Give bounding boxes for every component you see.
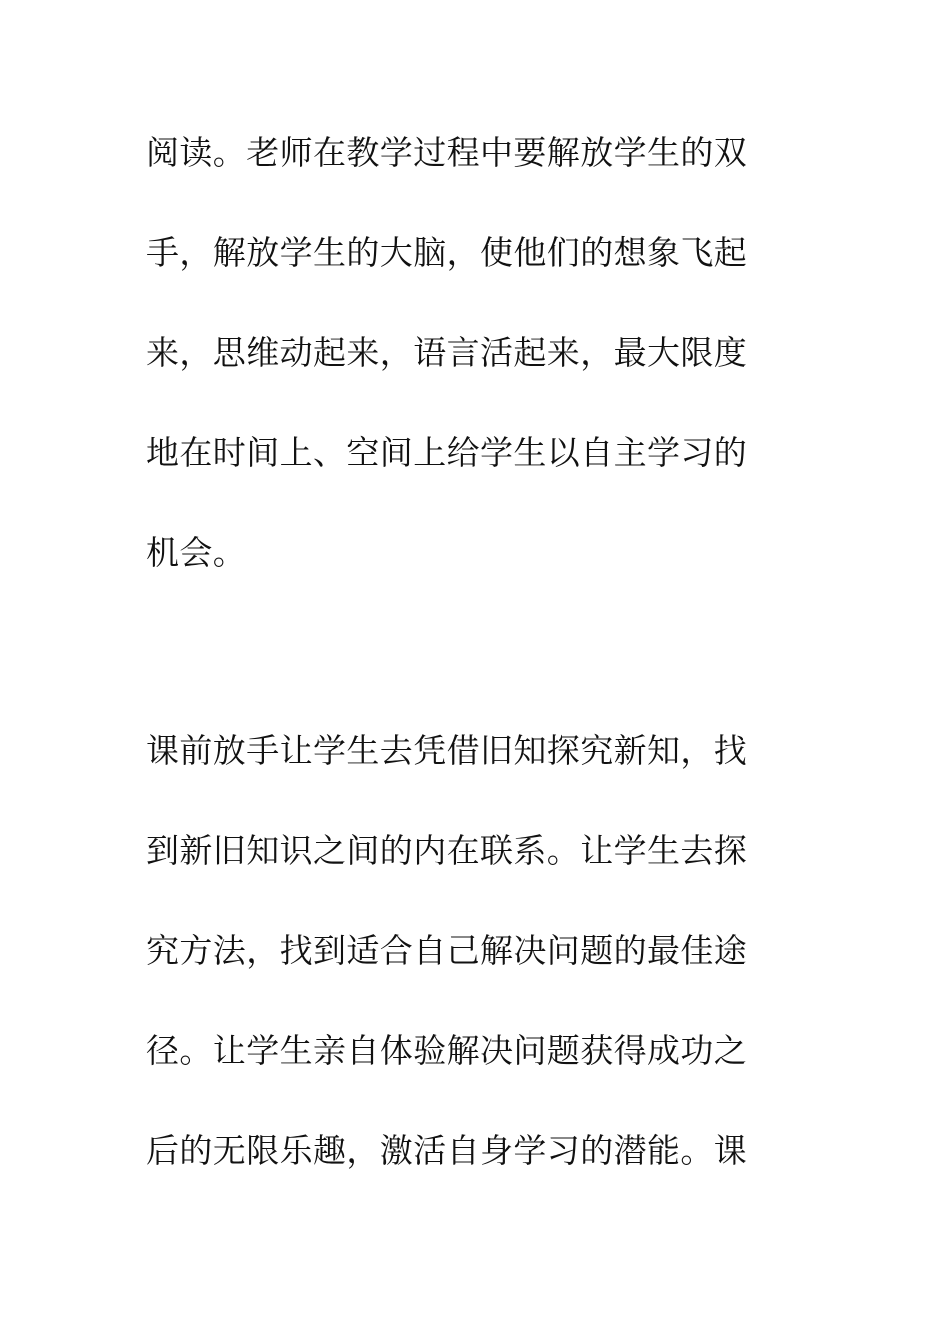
- paragraph-line: 来，思维动起来，语言活起来，最大限度: [146, 333, 748, 372]
- paragraph-line: 阅读。老师在教学过程中要解放学生的双: [146, 133, 748, 172]
- paragraph-line: 课前放手让学生去凭借旧知探究新知，找: [146, 731, 748, 770]
- paragraph-line: 地在时间上、空间上给学生以自主学习的: [146, 433, 748, 472]
- paragraph-line: 径。让学生亲自体验解决问题获得成功之: [146, 1031, 748, 1070]
- paragraph-line: 到新旧知识之间的内在联系。让学生去探: [146, 831, 748, 870]
- paragraph-line: 后的无限乐趣，激活自身学习的潜能。课: [146, 1131, 748, 1170]
- paragraph-line: 究方法，找到适合自己解决问题的最佳途: [146, 931, 748, 970]
- paragraph-line: 机会。: [146, 533, 247, 572]
- paragraph-line: 手，解放学生的大脑，使他们的想象飞起: [146, 233, 748, 272]
